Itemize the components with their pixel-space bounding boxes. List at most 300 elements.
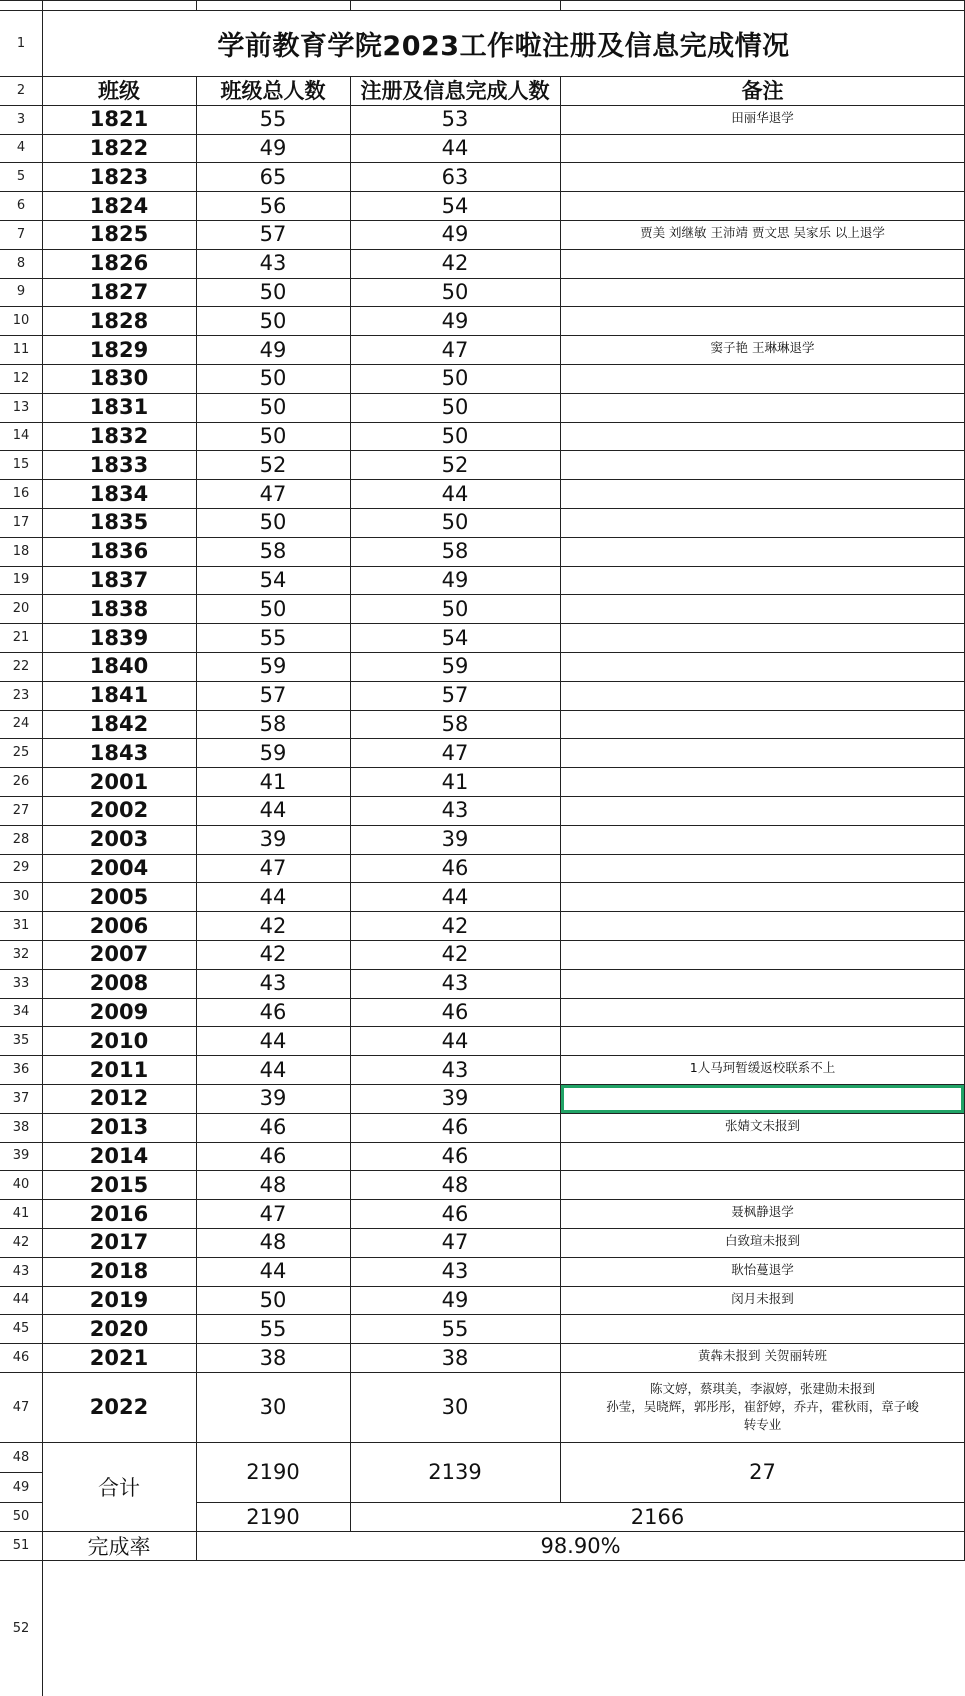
grid-line (0, 998, 965, 999)
row-number[interactable]: 15 (12, 457, 30, 473)
grid-line (0, 1055, 965, 1056)
done-cell[interactable]: 50 (441, 279, 469, 304)
done-cell[interactable]: 49 (441, 222, 469, 247)
total-cell[interactable]: 48 (259, 1230, 287, 1255)
total-cell[interactable]: 50 (259, 279, 287, 304)
class-cell[interactable]: 2020 (89, 1316, 149, 1341)
class-cell[interactable]: 2012 (89, 1086, 149, 1111)
class-cell[interactable]: 2002 (89, 798, 149, 823)
grid-line (196, 1502, 965, 1503)
note-cell[interactable]: 贾美 刘继敏 王沛靖 贾文思 吴家乐 以上退学 (640, 225, 885, 240)
total-cell[interactable]: 50 (259, 395, 287, 420)
row-number[interactable]: 38 (12, 1119, 30, 1135)
note-cell[interactable]: 黄犇未报到 关贺丽转班 (698, 1348, 827, 1364)
total-cell[interactable]: 50 (259, 1287, 287, 1312)
class-cell[interactable]: 2008 (89, 971, 149, 996)
grid-line (0, 220, 965, 221)
class-cell[interactable]: 1832 (89, 423, 149, 448)
class-cell[interactable]: 2021 (89, 1345, 149, 1370)
class-cell[interactable]: 2010 (89, 1028, 149, 1053)
class-cell[interactable]: 1833 (89, 452, 149, 477)
grid-line (0, 1257, 965, 1258)
class-cell[interactable]: 1838 (89, 596, 149, 621)
total-cell[interactable]: 44 (259, 884, 287, 909)
total-cell[interactable]: 50 (259, 423, 287, 448)
rate-label[interactable]: 完成率 (87, 1534, 151, 1559)
class-cell[interactable]: 1835 (89, 510, 149, 535)
class-cell[interactable]: 1843 (89, 740, 149, 765)
class-cell[interactable]: 1836 (89, 539, 149, 564)
class-cell[interactable]: 1829 (89, 337, 149, 362)
row-number[interactable]: 34 (12, 1004, 30, 1020)
row-number[interactable]: 35 (12, 1033, 30, 1049)
row-number[interactable]: 8 (16, 255, 26, 271)
total-cell[interactable]: 58 (259, 539, 287, 564)
note-cell[interactable] (560, 162, 965, 191)
column-header[interactable]: 注册及信息完成人数 (360, 79, 550, 104)
grid-line (0, 825, 965, 826)
row-number[interactable]: 21 (12, 630, 30, 646)
total-cell[interactable]: 47 (259, 481, 287, 506)
sum-note-count[interactable]: 27 (749, 1460, 776, 1484)
row-number[interactable]: 24 (12, 716, 30, 732)
done-cell[interactable]: 46 (441, 855, 469, 880)
done-cell[interactable]: 49 (441, 1287, 469, 1312)
done-cell[interactable]: 49 (441, 308, 469, 333)
note-cell[interactable] (560, 767, 965, 796)
done-cell[interactable]: 58 (441, 711, 469, 736)
grid-line (0, 1314, 965, 1315)
total-cell[interactable]: 44 (259, 1028, 287, 1053)
grid-line (0, 767, 965, 768)
note-cell[interactable]: 张婧文未报到 (724, 1117, 800, 1133)
grid-line (0, 969, 965, 970)
row-number[interactable]: 5 (16, 169, 26, 185)
grid-line (196, 76, 197, 1502)
grid-line (0, 1170, 965, 1171)
total-cell[interactable]: 49 (259, 337, 287, 362)
note-line: 孙莹，吴晓辉，郭彤彤，崔舒婷，乔卉，霍秋雨，章子峻 (606, 1399, 919, 1414)
done-cell[interactable]: 39 (441, 1086, 469, 1111)
grid-line (0, 105, 965, 106)
grid-line (0, 1343, 965, 1344)
note-cell[interactable]: 田丽华退学 (731, 109, 794, 125)
total-cell[interactable]: 56 (259, 193, 287, 218)
total-cell[interactable]: 65 (259, 164, 287, 189)
total-cell[interactable]: 57 (259, 222, 287, 247)
grid-line (0, 278, 965, 279)
total-cell[interactable]: 50 (259, 308, 287, 333)
done-cell[interactable]: 63 (441, 164, 469, 189)
class-cell[interactable]: 1831 (89, 395, 149, 420)
done-cell[interactable]: 44 (441, 1028, 469, 1053)
grid-line (0, 335, 965, 336)
class-cell[interactable]: 1840 (89, 654, 149, 679)
note-cell[interactable]: 聂枫静退学 (731, 1204, 794, 1220)
note-cell[interactable] (560, 796, 965, 825)
row-number[interactable]: 36 (12, 1062, 30, 1078)
note-line: 陈文婷，蔡琪美，李淑婷，张建勋未报到 (649, 1381, 875, 1396)
done-cell[interactable]: 44 (441, 481, 469, 506)
class-cell[interactable]: 1830 (89, 366, 149, 391)
done-cell[interactable]: 50 (441, 510, 469, 535)
done-cell[interactable]: 38 (441, 1345, 469, 1370)
note-cell[interactable] (560, 134, 965, 163)
class-cell[interactable]: 1834 (89, 481, 149, 506)
grid-line (0, 652, 965, 653)
row-number[interactable]: 25 (12, 745, 30, 761)
class-cell[interactable]: 2009 (89, 999, 149, 1024)
page-title[interactable]: 学前教育学院2023工作啦注册及信息完成情况 (217, 30, 790, 62)
note-cell[interactable] (560, 1142, 965, 1171)
done-cell[interactable]: 47 (441, 1230, 469, 1255)
class-cell[interactable]: 2011 (89, 1057, 149, 1082)
grid-line (0, 738, 965, 739)
done-cell[interactable]: 47 (441, 337, 469, 362)
total-cell[interactable]: 47 (259, 1201, 287, 1226)
row-number[interactable]: 39 (12, 1148, 30, 1164)
done-cell[interactable]: 50 (441, 366, 469, 391)
row-number[interactable]: 1 (16, 35, 26, 51)
row-number[interactable]: 28 (12, 831, 30, 847)
total-cell[interactable]: 44 (259, 1259, 287, 1284)
grid-line (0, 796, 965, 797)
done-cell[interactable]: 55 (441, 1316, 469, 1341)
row-number[interactable]: 43 (12, 1263, 30, 1279)
grid-line (0, 162, 965, 163)
note-cell[interactable] (560, 1026, 965, 1055)
done-cell[interactable]: 52 (441, 452, 469, 477)
note-cell[interactable] (560, 278, 965, 307)
row-number[interactable]: 12 (12, 370, 30, 386)
done-cell[interactable]: 50 (441, 395, 469, 420)
row-number[interactable]: 50 (12, 1509, 30, 1524)
grid-line (0, 594, 965, 595)
grid-line (0, 1372, 965, 1373)
class-cell[interactable]: 2015 (89, 1172, 149, 1197)
column-header[interactable]: 班级总人数 (220, 79, 326, 104)
note-cell[interactable] (560, 969, 965, 998)
note-cell[interactable] (560, 825, 965, 854)
done-cell[interactable]: 58 (441, 539, 469, 564)
total-cell[interactable]: 50 (259, 366, 287, 391)
note-cell[interactable] (560, 364, 965, 393)
total-cell[interactable]: 54 (259, 567, 287, 592)
row-number[interactable]: 6 (16, 198, 26, 214)
note-cell[interactable] (560, 393, 965, 422)
row-number[interactable]: 27 (12, 802, 30, 818)
sum-total-2[interactable]: 2190 (246, 1504, 300, 1529)
note-cell[interactable] (560, 998, 965, 1027)
grid-line (0, 1113, 965, 1114)
sum-label[interactable]: 合计 (98, 1475, 140, 1500)
class-cell[interactable]: 2003 (89, 827, 149, 852)
note-cell[interactable] (560, 191, 965, 220)
grid-line (0, 76, 965, 77)
class-cell[interactable]: 1841 (89, 683, 149, 708)
grid-line (0, 479, 965, 480)
done-cell[interactable]: 48 (441, 1172, 469, 1197)
column-header[interactable]: 备注 (741, 79, 784, 104)
total-cell[interactable]: 46 (259, 999, 287, 1024)
note-cell[interactable] (560, 882, 965, 911)
row-number[interactable]: 3 (16, 111, 26, 127)
note-cell[interactable]: 闵月未报到 (731, 1290, 794, 1306)
grid-line (0, 1286, 965, 1287)
total-cell[interactable]: 46 (259, 1143, 287, 1168)
row-number[interactable]: 19 (12, 572, 30, 588)
grid-line (350, 1502, 351, 1531)
row-number[interactable]: 2 (16, 82, 26, 98)
total-cell[interactable]: 47 (259, 855, 287, 880)
grid-line (42, 0, 43, 1696)
grid-line (0, 1502, 42, 1503)
row-number[interactable]: 14 (12, 428, 30, 444)
grid-line (0, 1199, 965, 1200)
note-cell[interactable]: 白致瑄未报到 (724, 1233, 800, 1248)
class-cell[interactable]: 2017 (89, 1230, 149, 1255)
grid-line (0, 0, 965, 1)
grid-line (0, 393, 965, 394)
note-cell[interactable] (560, 738, 965, 767)
class-cell[interactable]: 2018 (89, 1259, 149, 1284)
note-cell[interactable] (560, 537, 965, 566)
note-cell[interactable] (560, 422, 965, 451)
done-cell[interactable]: 54 (441, 193, 469, 218)
grid-line (0, 623, 965, 624)
done-cell[interactable]: 46 (441, 999, 469, 1024)
row-number[interactable]: 20 (12, 601, 30, 617)
class-cell[interactable]: 2001 (89, 769, 149, 794)
note-line: 转专业 (743, 1417, 782, 1432)
done-cell[interactable]: 43 (441, 971, 469, 996)
class-cell[interactable]: 2005 (89, 884, 149, 909)
row-number[interactable]: 9 (16, 284, 26, 300)
done-cell[interactable]: 30 (441, 1395, 469, 1419)
done-cell[interactable]: 43 (441, 798, 469, 823)
done-cell[interactable]: 54 (441, 625, 469, 650)
note-cell[interactable] (560, 710, 965, 739)
selected-cell-highlight[interactable] (561, 1085, 964, 1113)
class-cell[interactable]: 1823 (89, 164, 149, 189)
class-cell[interactable]: 2004 (89, 855, 149, 880)
class-cell[interactable]: 2006 (89, 913, 149, 938)
note-cell[interactable] (560, 479, 965, 508)
grid-line (0, 508, 965, 509)
grid-line (196, 0, 197, 10)
grid-line (0, 854, 965, 855)
row-number[interactable]: 33 (12, 975, 30, 991)
row-number[interactable]: 47 (12, 1399, 30, 1415)
sum-total[interactable]: 2190 (246, 1460, 300, 1484)
note-cell[interactable] (560, 681, 965, 710)
row-number[interactable]: 45 (12, 1321, 30, 1337)
class-cell[interactable]: 1826 (89, 251, 149, 276)
row-number[interactable]: 48 (12, 1449, 30, 1465)
total-cell[interactable]: 55 (259, 1316, 287, 1341)
row-number[interactable]: 49 (12, 1479, 30, 1495)
row-number[interactable]: 11 (12, 342, 30, 358)
done-cell[interactable]: 59 (441, 654, 469, 679)
note-cell[interactable] (560, 508, 965, 537)
note-cell[interactable]: 耿怡蔓退学 (731, 1261, 794, 1277)
row-number[interactable]: 46 (12, 1350, 30, 1366)
row-number[interactable]: 18 (12, 543, 30, 559)
row-number[interactable]: 16 (12, 486, 30, 502)
grid-line (0, 134, 965, 135)
done-cell[interactable]: 42 (441, 942, 469, 967)
total-cell[interactable]: 39 (259, 827, 287, 852)
done-cell[interactable]: 44 (441, 135, 469, 160)
grid-line (196, 1502, 197, 1560)
total-cell[interactable]: 43 (259, 251, 287, 276)
row-number[interactable]: 31 (12, 918, 30, 934)
total-cell[interactable]: 39 (259, 1086, 287, 1111)
done-cell[interactable]: 41 (441, 769, 469, 794)
total-cell[interactable]: 55 (259, 625, 287, 650)
done-cell[interactable]: 53 (441, 107, 469, 132)
row-number[interactable]: 4 (16, 140, 26, 156)
row-number[interactable]: 29 (12, 860, 30, 876)
done-cell[interactable]: 47 (441, 740, 469, 765)
rate-value[interactable]: 98.90% (540, 1533, 621, 1558)
note-cell[interactable] (560, 450, 965, 479)
done-cell[interactable]: 49 (441, 567, 469, 592)
row-number[interactable]: 40 (12, 1177, 30, 1193)
note-cell[interactable] (560, 1170, 965, 1199)
total-cell[interactable]: 49 (259, 135, 287, 160)
sum-done[interactable]: 2139 (428, 1460, 482, 1484)
done-cell[interactable]: 57 (441, 683, 469, 708)
note-cell[interactable] (560, 1372, 965, 1442)
note-cell[interactable] (560, 940, 965, 969)
note-cell[interactable] (560, 1314, 965, 1343)
note-cell[interactable]: 1人马珂暂缓返校联系不上 (689, 1060, 836, 1076)
note-cell[interactable] (560, 623, 965, 652)
row-number[interactable]: 23 (12, 687, 30, 703)
row-number[interactable]: 32 (12, 946, 30, 962)
note-cell[interactable]: 窦子艳 王琳琳退学 (710, 340, 815, 356)
grid-line (0, 422, 965, 423)
note-cell[interactable] (560, 911, 965, 940)
total-cell[interactable]: 30 (259, 1395, 287, 1419)
total-cell[interactable]: 57 (259, 683, 287, 708)
class-cell[interactable]: 2016 (89, 1201, 149, 1226)
row-number[interactable]: 42 (12, 1234, 30, 1250)
done-cell[interactable]: 46 (441, 1201, 469, 1226)
grid-line (0, 1142, 965, 1143)
row-number[interactable]: 37 (12, 1090, 30, 1106)
sum-combined[interactable]: 2166 (630, 1504, 685, 1529)
class-cell[interactable]: 1828 (89, 308, 149, 333)
total-cell[interactable]: 44 (259, 1057, 287, 1082)
grid-line (0, 191, 965, 192)
total-cell[interactable]: 55 (259, 107, 287, 132)
class-cell[interactable]: 2013 (89, 1115, 149, 1140)
total-cell[interactable]: 43 (259, 971, 287, 996)
total-cell[interactable]: 42 (259, 913, 287, 938)
note-cell[interactable] (560, 249, 965, 278)
class-cell[interactable]: 2014 (89, 1143, 149, 1168)
done-cell[interactable]: 42 (441, 913, 469, 938)
total-cell[interactable]: 38 (259, 1345, 287, 1370)
grid-line (0, 1472, 42, 1473)
note-cell[interactable] (560, 594, 965, 623)
class-cell[interactable]: 2007 (89, 942, 149, 967)
total-cell[interactable]: 42 (259, 942, 287, 967)
row-number[interactable]: 7 (16, 226, 26, 242)
grid-line (0, 249, 965, 250)
note-cell[interactable] (560, 854, 965, 883)
note-cell[interactable] (560, 652, 965, 681)
row-number[interactable]: 10 (12, 313, 30, 329)
row-number[interactable]: 22 (12, 658, 30, 674)
grid-line (0, 537, 965, 538)
total-cell[interactable]: 46 (259, 1115, 287, 1140)
grid-line (0, 1531, 965, 1532)
class-cell[interactable]: 1821 (89, 107, 149, 132)
total-cell[interactable]: 50 (259, 596, 287, 621)
grid-line (0, 1560, 965, 1561)
done-cell[interactable]: 39 (441, 827, 469, 852)
grid-line (0, 306, 965, 307)
total-cell[interactable]: 58 (259, 711, 287, 736)
grid-line (0, 450, 965, 451)
grid-line (0, 10, 965, 11)
done-cell[interactable]: 43 (441, 1259, 469, 1284)
row-number[interactable]: 41 (12, 1206, 30, 1222)
class-cell[interactable]: 1837 (89, 567, 149, 592)
total-cell[interactable]: 48 (259, 1172, 287, 1197)
class-cell[interactable]: 1839 (89, 625, 149, 650)
done-cell[interactable]: 50 (441, 596, 469, 621)
done-cell[interactable]: 42 (441, 251, 469, 276)
grid-line (560, 0, 561, 10)
grid-line (0, 364, 965, 365)
row-number[interactable]: 44 (12, 1292, 30, 1308)
row-number[interactable]: 26 (12, 774, 30, 790)
class-cell[interactable]: 1822 (89, 135, 149, 160)
done-cell[interactable]: 46 (441, 1143, 469, 1168)
column-header[interactable]: 班级 (98, 79, 140, 104)
class-cell[interactable]: 2019 (89, 1287, 149, 1312)
total-cell[interactable]: 44 (259, 798, 287, 823)
done-cell[interactable]: 44 (441, 884, 469, 909)
row-number[interactable]: 13 (12, 399, 30, 415)
note-cell[interactable] (560, 566, 965, 595)
class-cell[interactable]: 1825 (89, 222, 149, 247)
grid-line (0, 911, 965, 912)
class-cell[interactable]: 1824 (89, 193, 149, 218)
grid-line (350, 0, 351, 10)
total-cell[interactable]: 41 (259, 769, 287, 794)
total-cell[interactable]: 59 (259, 740, 287, 765)
done-cell[interactable]: 46 (441, 1115, 469, 1140)
total-cell[interactable]: 50 (259, 510, 287, 535)
done-cell[interactable]: 50 (441, 423, 469, 448)
row-number[interactable]: 30 (12, 889, 30, 905)
row-number[interactable]: 51 (12, 1538, 30, 1553)
note-cell[interactable] (560, 306, 965, 335)
done-cell[interactable]: 43 (441, 1057, 469, 1082)
row-number[interactable]: 17 (12, 514, 30, 530)
class-cell[interactable]: 2022 (89, 1395, 149, 1419)
class-cell[interactable]: 1842 (89, 711, 149, 736)
class-cell[interactable]: 1827 (89, 279, 149, 304)
total-cell[interactable]: 59 (259, 654, 287, 679)
total-cell[interactable]: 52 (259, 452, 287, 477)
row-number[interactable]: 52 (12, 1620, 30, 1636)
